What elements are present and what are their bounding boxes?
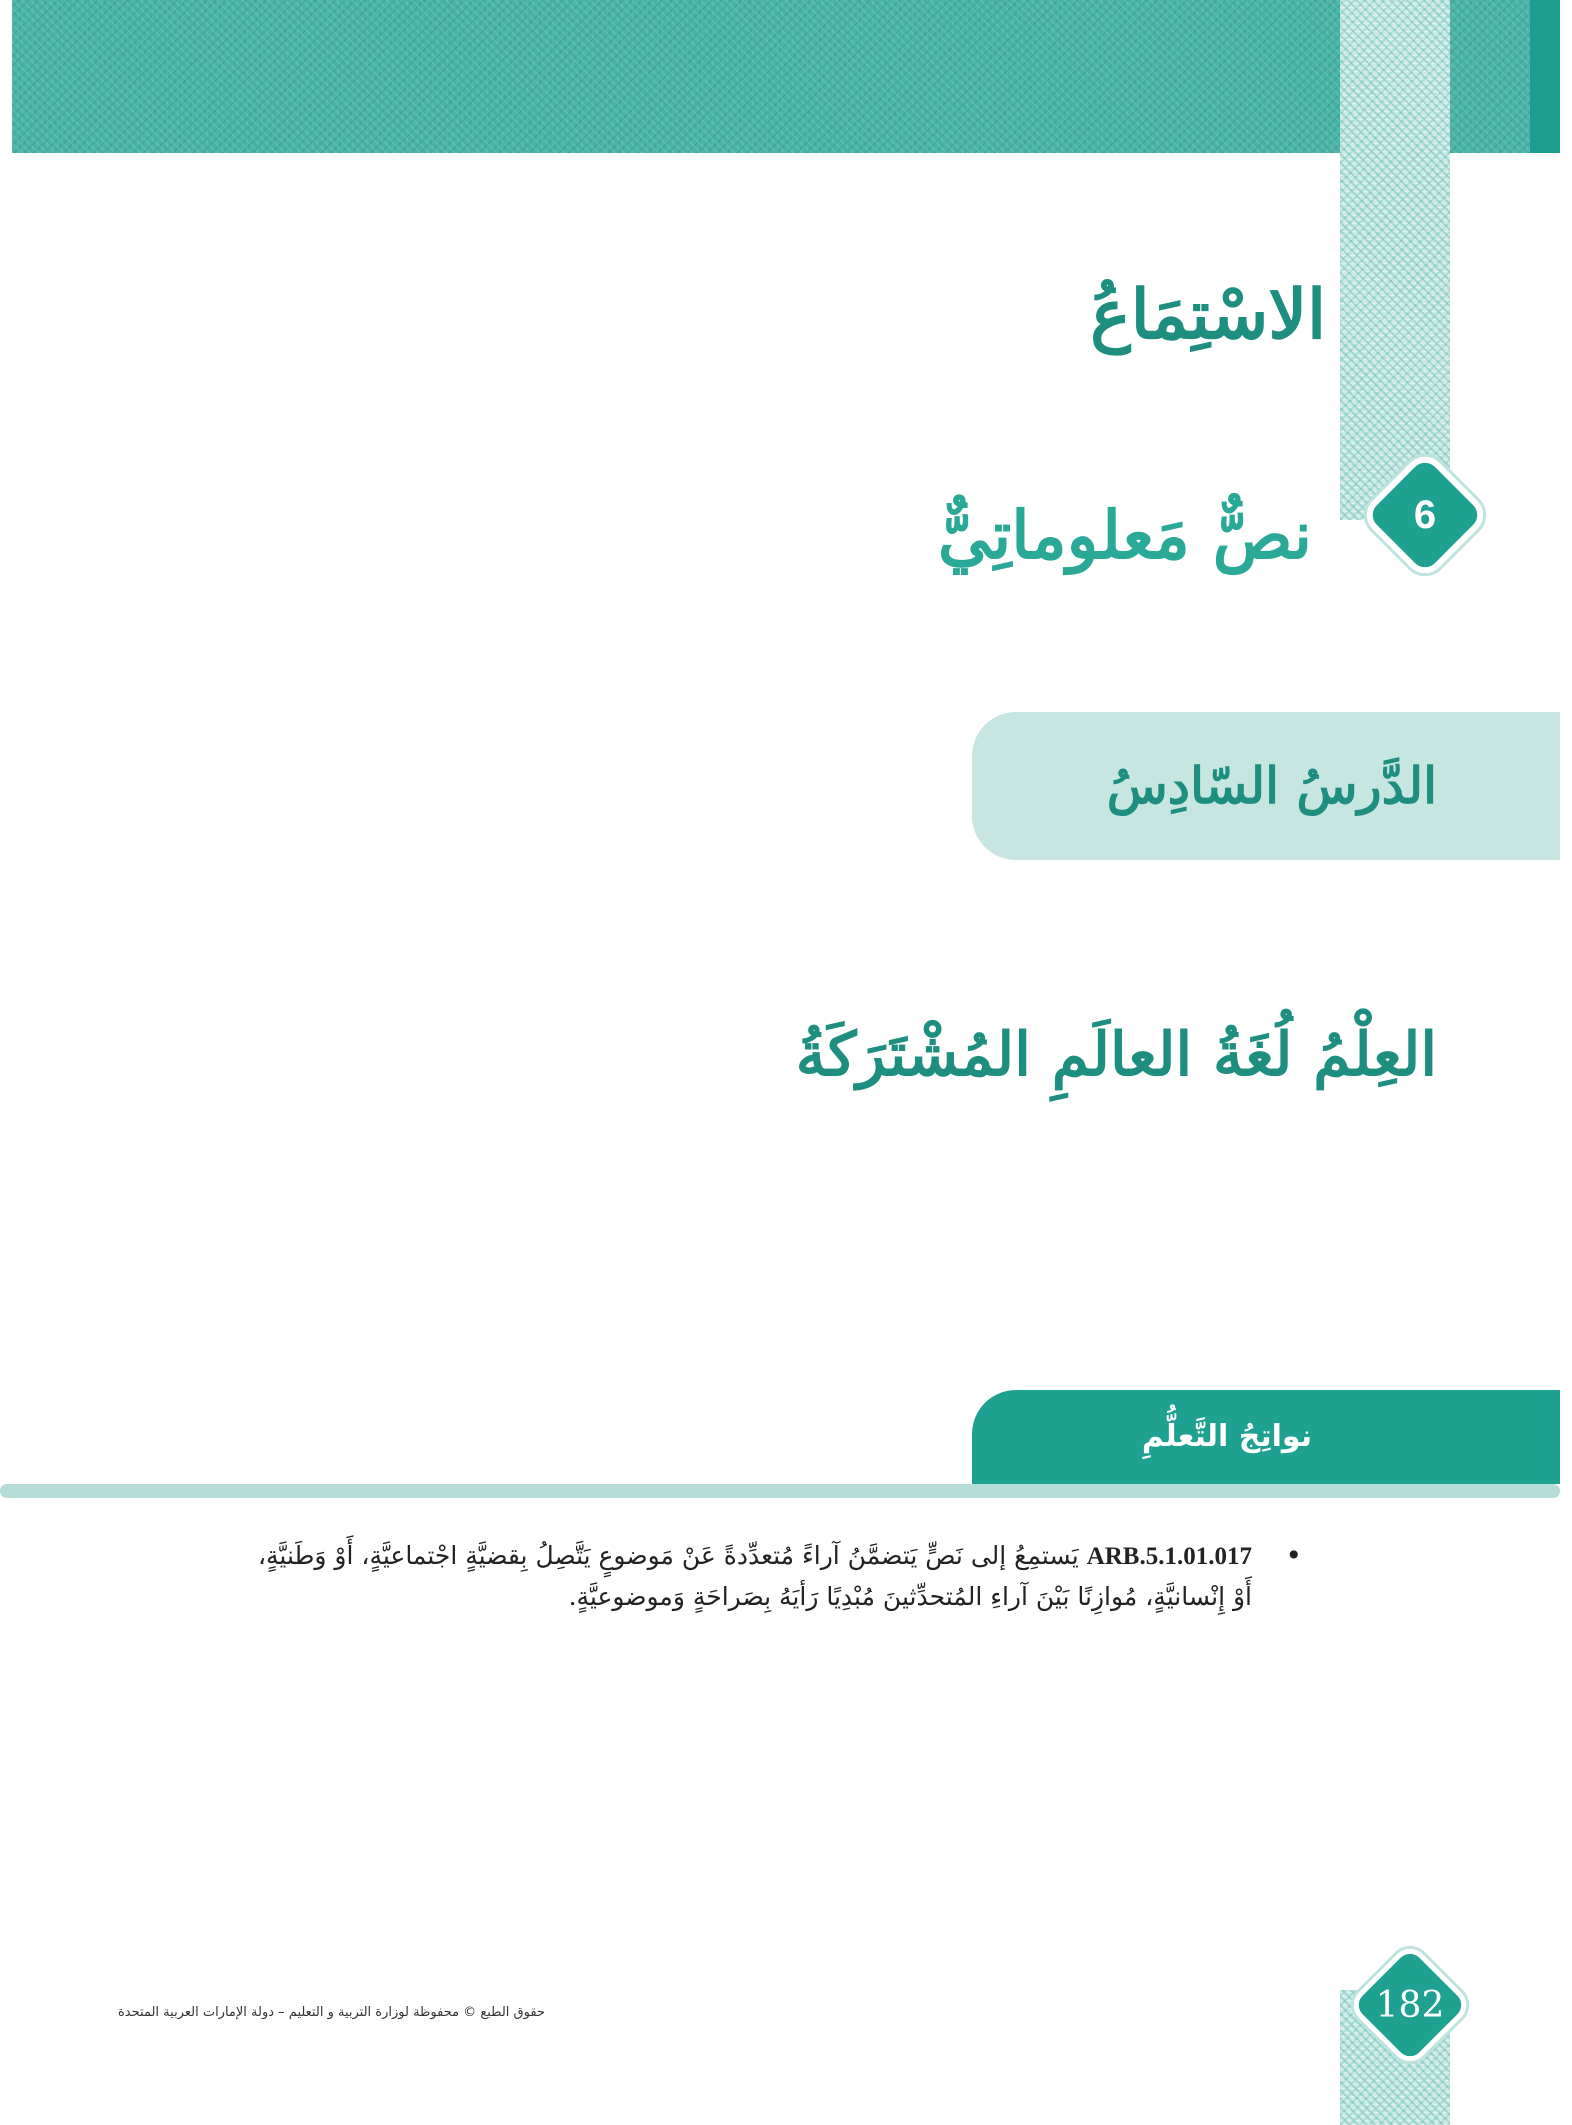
section-title: الاسْتِمَاعُ [1090, 275, 1326, 355]
page-number: 182 [1375, 1984, 1445, 2026]
list-item [232, 1536, 1302, 1617]
top-banner [12, 0, 1560, 153]
unit-number-badge [1360, 450, 1490, 580]
outcome-code: ARB.5.1.01.017 [1086, 1543, 1252, 1570]
side-ribbon [1340, 0, 1450, 520]
learning-outcomes-list [232, 1536, 1302, 1617]
unit-title: نصٌّ مَعلوماتِيٌّ [937, 496, 1312, 574]
outcome-text: يَستمِعُ إلى نَصٍّ يَتضمَّنُ آراءً مُتعدِّدةً عَنْ مَوضوعٍ يَتَّصِلُ بِقضيَّةٍ اجْتماعيَّةٍ، أَوْ وَطَنيَّةٍ، أَوْ إِنْسانيَّةٍ، مُوازِنًا بَيْنَ آراءِ المُتحدِّثينَ مُبْدِيًا رَأيَهُ بِصَراحَةٍ وَموضوعيَّةٍ. [257, 1541, 1252, 1611]
page-number-badge [1345, 1940, 1475, 2070]
unit-number: 6 [1413, 492, 1437, 537]
lesson-label: الدَّرسُ السّادِسُ [1106, 756, 1437, 815]
banner-edge-strip [1530, 0, 1560, 153]
bullet-icon: • [1285, 1539, 1302, 1572]
learning-outcomes-heading: نواتِجُ التَّعلُّمِ [1141, 1419, 1312, 1454]
learning-outcomes-divider [0, 1484, 1560, 1498]
copyright-notice: حقوق الطبع © محفوظة لوزارة التربية و التعليم – دولة الإمارات العربية المتحدة [118, 2005, 545, 2020]
lesson-title: العِلْمُ لُغَةُ العالَمِ المُشْتَرَكَةُ [795, 1020, 1437, 1090]
